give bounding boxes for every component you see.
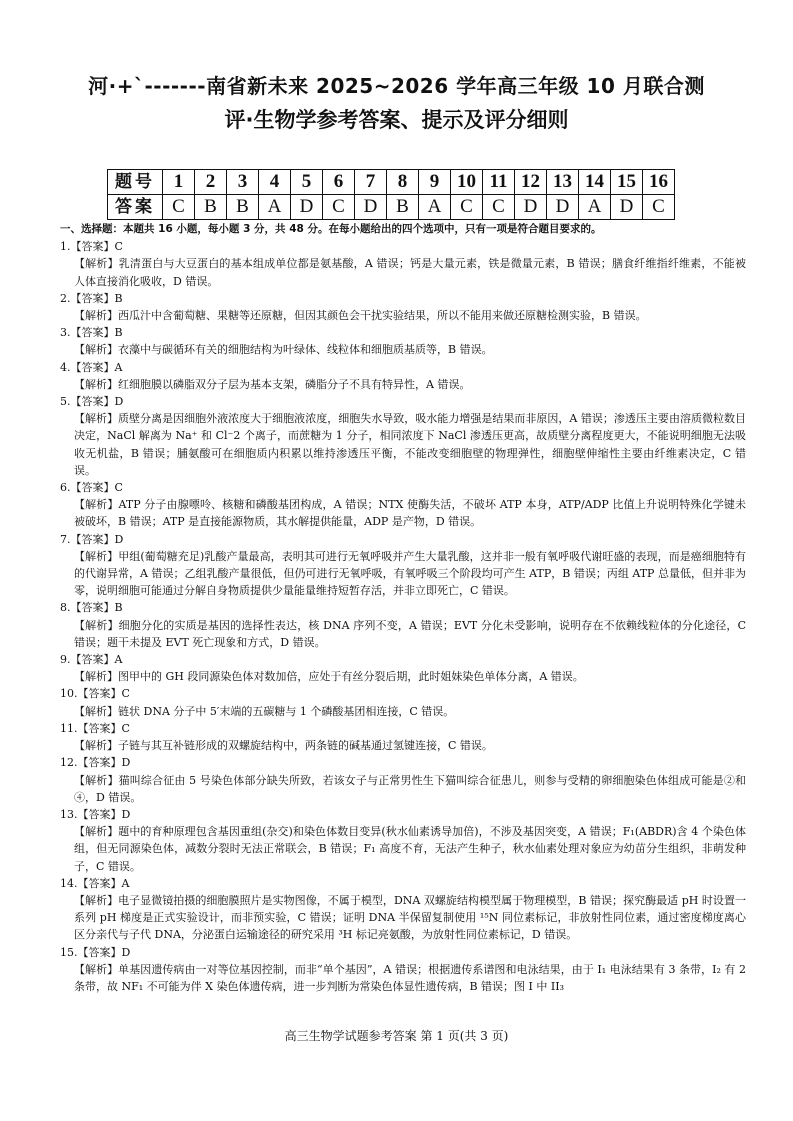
answer-cell: D [611,195,643,220]
answer-cell: C [451,195,483,220]
explanation: 【解析】乳清蛋白与大豆蛋白的基本组成单位都是氨基酸，A 错误；钙是大量元素，铁是微量元素，B 错误；膳食纤维指纤维素，不能被人体直接消化吸收，D 错误。 [74,257,746,288]
answer-cell: D [547,195,579,220]
explanation: 【解析】ATP 分子由腺嘌呤、核糖和磷酸基团构成，A 错误；NTX 使酶失活，不破坏 ATP 本身，ATP/ADP 比值上升说明特殊化学键未被破坏，B 错误；ATP 是直接能源物质，其水解提供能量，ADP 是产物，D 错误。 [74,498,746,529]
answer-cell: B [195,195,227,220]
answer-key: 11.【答案】C [60,721,130,735]
question-number: 7 [355,170,387,195]
question-number: 1 [163,170,195,195]
question-number: 8 [387,170,419,195]
answer-key: 8.【答案】B [60,601,123,615]
answer-table [107,169,675,220]
question-number: 5 [291,170,323,195]
answer-cell: D [515,195,547,220]
answer-key: 4.【答案】A [60,360,123,374]
answer-cell: C [323,195,355,220]
question-number: 3 [227,170,259,195]
explanation: 【解析】西瓜汁中含葡萄糖、果糖等还原糖，但因其颜色会干扰实验结果，所以不能用来做还原糖检测实验，B 错误。 [74,309,647,323]
question-number: 12 [515,170,547,195]
question-number: 10 [451,170,483,195]
answer-key: 15.【答案】D [60,945,131,959]
answer-table-answer-row [108,195,675,220]
answer-cell: B [387,195,419,220]
answer-key: 2.【答案】B [60,291,123,305]
answer-cell: D [355,195,387,220]
answer-key: 10.【答案】C [60,687,130,701]
explanation: 【解析】质壁分离是因细胞外液浓度大于细胞液浓度，细胞失水导致，吸水能力增强是结果而非原因，A 错误；渗透压主要由溶质微粒数目决定，NaCl 解离为 Na⁺ 和 Cl⁻2 个离子，而蔗糖为 1 分子，相同浓度下 NaCl 渗透压更高，故质壁分离程度更大，不能说明细胞无法吸收无机盐，B 错误；脯氨酸可在细胞质内积累以维持渗透压平衡，不能改变细胞壁的物理弹性，细胞壁伸缩性主要由纤维素决定，C 错误。 [74,412,746,477]
answer-cell: C [483,195,515,220]
question-number: 6 [323,170,355,195]
explanation: 【解析】红细胞膜以磷脂双分子层为基本支架，磷脂分子不具有特异性，A 错误。 [74,377,471,391]
row-label-question-number: 题号 [108,170,163,195]
answer-key: 6.【答案】C [60,481,123,495]
answer-table-number-row [108,170,675,195]
section-heading: 一、选择题：本题共 16 小题，每小题 3 分，共 48 分。在每小题给出的四个选项中，只有一项是符合题目要求的。 [60,223,602,235]
answer-key: 3.【答案】B [60,326,123,340]
answer-key: 7.【答案】D [60,532,124,546]
answer-key: 13.【答案】D [60,807,131,821]
explanation: 【解析】甲组(葡萄糖充足)乳酸产量最高，表明其可进行无氧呼吸并产生大量乳酸，这并非一般有氧呼吸代谢旺盛的表现，而是癌细胞特有的代谢异常，A 错误；乙组乳酸产量很低，但仍可进行无氧呼吸，有氧呼吸三个阶段均可产生 ATP，B 错误；丙组 ATP 总量低，但并非为零，说明细胞可能通过分解自身物质提供少量能量维持短暂存活，并非立即死亡，C 错误。 [74,549,746,598]
answer-key: 1.【答案】C [60,240,123,254]
explanation: 【解析】猫叫综合征由 5 号染色体部分缺失所致，若该女子与正常男性生下猫叫综合征患儿，则参与受精的卵细胞染色体组成可能是②和④，D 错误。 [74,773,746,804]
answer-cell: D [291,195,323,220]
answer-key: 14.【答案】A [60,876,130,890]
page-title-line1: 河·+`-------南省新未来 2025~2026 学年高三年级 10 月联合测 [88,74,705,98]
explanation: 【解析】衣藻中与碳循环有关的细胞结构为叶绿体、线粒体和细胞质基质等，B 错误。 [74,343,493,357]
question-number: 14 [579,170,611,195]
explanation: 【解析】细胞分化的实质是基因的选择性表达，核 DNA 序列不变，A 错误；EVT 分化未受影响，说明存在不依赖线粒体的分化途径，C 错误；题干未提及 EVT 死亡现象和方式，D 错误。 [74,618,746,649]
question-number: 11 [483,170,515,195]
question-number: 4 [259,170,291,195]
explanation: 【解析】图甲中的 GH 段同源染色体对数加倍，应处于有丝分裂后期，此时姐妹染色单体分离，A 错误。 [74,670,584,684]
explanation: 【解析】子链与其互补链形成的双螺旋结构中，两条链的碱基通过氢键连接，C 错误。 [74,739,493,753]
answer-cell: A [419,195,451,220]
explanation: 【解析】电子显微镜拍摄的细胞膜照片是实物图像，不属于模型，DNA 双螺旋结构模型属于物理模型，B 错误；探究酶最适 pH 时设置一系列 pH 梯度是正式实验设计，而非预实验，C 错误；证明 DNA 半保留复制使用 ¹⁵N 同位素标记，非放射性同位素，通过密度梯度离心区分亲代与子代 DNA，分泌蛋白运输途径的研究采用 ³H 标记亮氨酸，为放射性同位素标记，D 错误。 [74,893,746,942]
answer-explanations [60,221,746,995]
answer-key: 12.【答案】D [60,756,131,770]
question-number: 2 [195,170,227,195]
question-number: 13 [547,170,579,195]
explanation: 【解析】单基因遗传病由一对等位基因控制，而非“单个基因”，A 错误；根据遗传系谱图和电泳结果，由于 I₁ 电泳结果有 3 条带，I₂ 有 2 条带，故 NF₁ 不可能为伴 X 染色体遗传病，进一步判断为常染色体显性遗传病，B 错误；图 I 中 II₃ [74,962,746,993]
answer-key: 5.【答案】D [60,395,124,409]
answer-cell: A [579,195,611,220]
answer-key: 9.【答案】A [60,653,123,667]
explanation: 【解析】题中的育种原理包含基因重组(杂交)和染色体数目变异(秋水仙素诱导加倍)，不涉及基因突变，A 错误；F₁(ABDR)含 4 个染色体组，但无同源染色体，减数分裂时无法正常联会，B 错误；F₁ 高度不育，无法产生种子，秋水仙素处理对象应为幼苗分生组织，非萌发种子，C 错误。 [74,825,746,873]
question-number: 16 [643,170,675,195]
answer-cell: C [163,195,195,220]
row-label-answer: 答案 [108,195,163,220]
question-number: 15 [611,170,643,195]
page-title-line2: 评·生物学参考答案、提示及评分细则 [224,108,569,132]
answer-cell: A [259,195,291,220]
page-footer: 高三生物学试题参考答案 第 1 页(共 3 页) [284,1029,509,1043]
answer-cell: C [643,195,675,220]
question-number: 9 [419,170,451,195]
answer-cell: B [227,195,259,220]
explanation: 【解析】链状 DNA 分子中 5′末端的五碳糖与 1 个磷酸基团相连接，C 错误。 [74,704,455,718]
